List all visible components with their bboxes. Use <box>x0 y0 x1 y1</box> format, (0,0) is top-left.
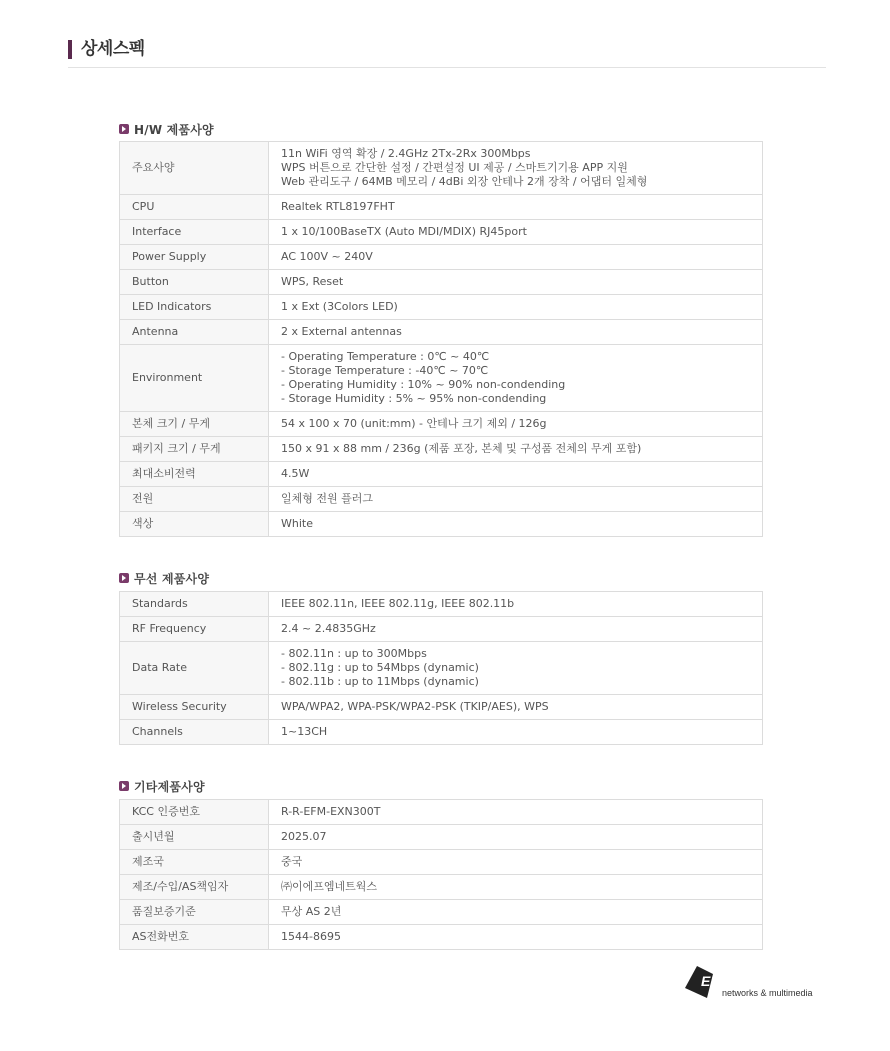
title-bar <box>68 40 72 59</box>
spec-row <box>120 487 763 512</box>
spec-row <box>120 875 763 900</box>
spec-value <box>269 695 763 720</box>
spec-row <box>120 925 763 950</box>
spec-row <box>120 800 763 825</box>
spec-value <box>269 270 763 295</box>
spec-value-line: 1544-8695 <box>281 930 341 943</box>
spec-label: 색상 <box>120 512 269 537</box>
spec-value <box>269 462 763 487</box>
spec-value <box>269 245 763 270</box>
spec-value <box>269 617 763 642</box>
spec-value <box>269 412 763 437</box>
spec-value <box>269 875 763 900</box>
spec-value <box>269 642 763 695</box>
spec-value <box>269 195 763 220</box>
spec-value-line: 1 x Ext (3Colors LED) <box>281 300 398 313</box>
spec-value <box>269 142 763 195</box>
spec-row <box>120 850 763 875</box>
spec-row <box>120 245 763 270</box>
spec-table-wireless <box>119 591 763 745</box>
spec-value-line: - 802.11g : up to 54Mbps (dynamic) <box>281 661 479 674</box>
spec-row <box>120 142 763 195</box>
spec-row <box>120 320 763 345</box>
spec-value-line: 중국 <box>281 855 303 868</box>
spec-row <box>120 900 763 925</box>
spec-row <box>120 695 763 720</box>
spec-label: Interface <box>120 220 269 245</box>
spec-label: 제조/수입/AS책임자 <box>120 875 269 900</box>
spec-label: 전원 <box>120 487 269 512</box>
spec-row <box>120 195 763 220</box>
spec-label: 출시년월 <box>120 825 269 850</box>
spec-value-line: 150 x 91 x 88 mm / 236g (제품 포장, 본체 및 구성품 전체의 무게 포함) <box>281 442 642 455</box>
spec-table-body <box>120 592 763 745</box>
spec-label: 패키지 크기 / 무게 <box>120 437 269 462</box>
bullet-arrow-icon <box>119 573 129 583</box>
spec-value-line: - 802.11b : up to 11Mbps (dynamic) <box>281 675 479 688</box>
spec-value-line: R-R-EFM-EXN300T <box>281 805 381 818</box>
spec-label: 주요사양 <box>120 142 269 195</box>
spec-value-line: - 802.11n : up to 300Mbps <box>281 647 427 660</box>
section-heading-wireless <box>119 570 209 586</box>
bullet-arrow-icon <box>119 124 129 134</box>
spec-row <box>120 592 763 617</box>
spec-value-line: ㈜이에프엠네트웍스 <box>281 880 378 893</box>
spec-value-line: 4.5W <box>281 467 310 480</box>
spec-value-line: 11n WiFi 영역 확장 / 2.4GHz 2Tx-2Rx 300Mbps <box>281 147 531 160</box>
spec-label: 최대소비전력 <box>120 462 269 487</box>
logo-mark-text: EFM <box>701 973 731 989</box>
spec-label: Power Supply <box>120 245 269 270</box>
spec-row <box>120 512 763 537</box>
spec-value-line: - Operating Temperature : 0℃ ~ 40℃ <box>281 350 490 363</box>
spec-value-line: 54 x 100 x 70 (unit:mm) - 안테나 크기 제외 / 126g <box>281 417 547 430</box>
spec-label: 제조국 <box>120 850 269 875</box>
section-title: 무선 제품사양 <box>134 571 210 586</box>
spec-label: Wireless Security <box>120 695 269 720</box>
spec-value <box>269 800 763 825</box>
spec-value-line: - Storage Temperature : -40℃ ~ 70℃ <box>281 364 489 377</box>
spec-table-body <box>120 800 763 950</box>
spec-value-line: 2 x External antennas <box>281 325 402 338</box>
spec-row <box>120 220 763 245</box>
spec-value-line: - Operating Humidity : 10% ~ 90% non-condending <box>281 378 566 391</box>
spec-row <box>120 345 763 412</box>
spec-label: Button <box>120 270 269 295</box>
spec-value <box>269 295 763 320</box>
spec-value <box>269 437 763 462</box>
spec-value-line: Web 관리도구 / 64MB 메모리 / 4dBi 외장 안테나 2개 장착 / 어댑터 일체형 <box>281 175 648 188</box>
spec-value <box>269 720 763 745</box>
spec-value <box>269 900 763 925</box>
section-heading-other <box>119 778 205 794</box>
spec-row <box>120 642 763 695</box>
section-heading-hw <box>119 121 214 137</box>
spec-value <box>269 925 763 950</box>
spec-label: AS전화번호 <box>120 925 269 950</box>
spec-label: 품질보증기준 <box>120 900 269 925</box>
spec-label: Standards <box>120 592 269 617</box>
spec-value <box>269 850 763 875</box>
spec-value <box>269 320 763 345</box>
logo-tagline: networks & multimedia <box>722 988 813 998</box>
spec-table-body <box>120 142 763 537</box>
spec-label: CPU <box>120 195 269 220</box>
bullet-arrow-icon <box>119 781 129 791</box>
spec-value-line: WPS, Reset <box>281 275 344 288</box>
spec-value-line: WPS 버튼으로 간단한 설정 / 간편설정 UI 제공 / 스마트기기용 APP 지원 <box>281 161 628 174</box>
spec-value-line: White <box>281 517 313 530</box>
section-title: 기타제품사양 <box>134 779 205 794</box>
spec-value <box>269 345 763 412</box>
section-title: H/W 제품사양 <box>134 122 214 137</box>
spec-value <box>269 592 763 617</box>
spec-label: Environment <box>120 345 269 412</box>
spec-value-line: 1~13CH <box>281 725 328 738</box>
spec-row <box>120 462 763 487</box>
spec-label: Data Rate <box>120 642 269 695</box>
spec-label: Channels <box>120 720 269 745</box>
spec-value-line: Realtek RTL8197FHT <box>281 200 395 213</box>
page-header <box>68 38 826 68</box>
spec-value <box>269 487 763 512</box>
spec-row <box>120 825 763 850</box>
spec-value-line: - Storage Humidity : 5% ~ 95% non-condending <box>281 392 547 405</box>
spec-label: RF Frequency <box>120 617 269 642</box>
spec-value-line: 1 x 10/100BaseTX (Auto MDI/MDIX) RJ45port <box>281 225 527 238</box>
spec-table-hw <box>119 141 763 537</box>
spec-row <box>120 270 763 295</box>
spec-label: Antenna <box>120 320 269 345</box>
spec-value-line: IEEE 802.11n, IEEE 802.11g, IEEE 802.11b <box>281 597 515 610</box>
spec-value <box>269 512 763 537</box>
spec-label: LED Indicators <box>120 295 269 320</box>
spec-row <box>120 295 763 320</box>
spec-value-line: AC 100V ~ 240V <box>281 250 373 263</box>
spec-value-line: 일체형 전원 플러그 <box>281 492 374 505</box>
spec-value-line: WPA/WPA2, WPA-PSK/WPA2-PSK (TKIP/AES), WPS <box>281 700 549 713</box>
spec-value-line: 2.4 ~ 2.4835GHz <box>281 622 376 635</box>
page-title: 상세스펙 <box>81 39 145 59</box>
spec-value <box>269 220 763 245</box>
spec-table-other <box>119 799 763 950</box>
spec-row <box>120 437 763 462</box>
spec-row <box>120 617 763 642</box>
spec-row <box>120 720 763 745</box>
spec-label: 본체 크기 / 무게 <box>120 412 269 437</box>
efm-logo <box>683 964 823 1004</box>
spec-value-line: 2025.07 <box>281 830 327 843</box>
spec-value-line: 무상 AS 2년 <box>281 905 342 918</box>
spec-row <box>120 412 763 437</box>
spec-label: KCC 인증번호 <box>120 800 269 825</box>
spec-value <box>269 825 763 850</box>
